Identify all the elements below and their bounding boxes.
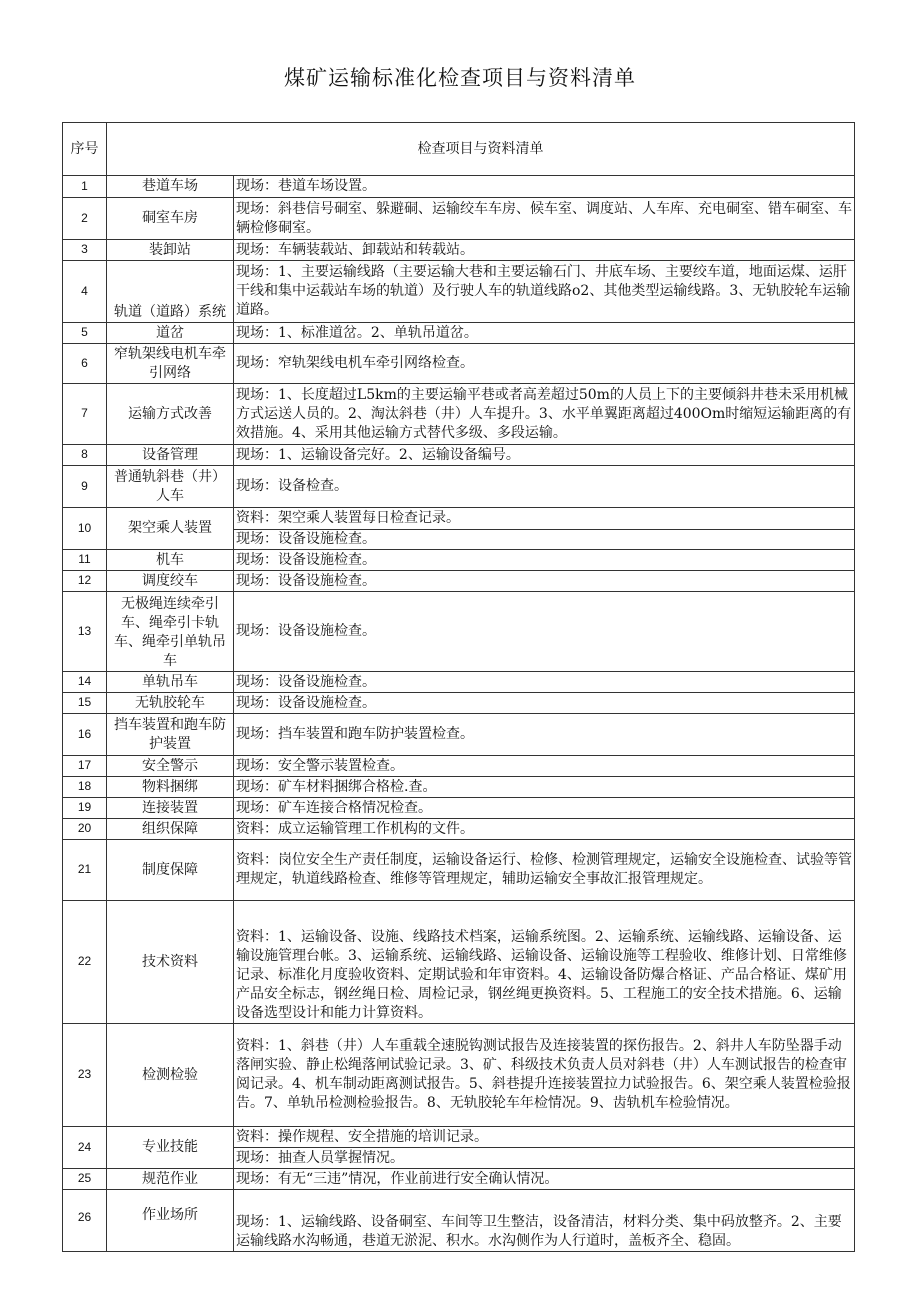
item-name: 作业场所 [107,1190,234,1252]
item-name: 窄轨架线电机车牵引网络 [107,344,234,384]
item-name: 轨道（道路）系统 [107,261,234,323]
item-content: 现场：1、主要运输线路（主要运输大巷和主要运输石门、井底车场、主要绞车道，地面运煤、运肝干线和集中运载站车场的轨道）及行驶人车的轨道线路o2、其他类型运输线路。3、无轨胶轮车运输道路。 [234,261,855,323]
item-content: 资料：架空乘人装置每日检查记录。 [234,508,855,530]
row-number: 7 [63,384,107,445]
item-name: 规范作业 [107,1169,234,1190]
row-number: 18 [63,777,107,798]
row-number: 4 [63,261,107,323]
item-name: 无极绳连续牵引车、绳牵引卡轨车、绳牵引单轨吊车 [107,592,234,672]
item-name: 检测检验 [107,1024,234,1127]
page-title: 煤矿运输标准化检查项目与资料清单 [284,66,636,90]
item-content: 现场：1、运输设备完好。2、运输设备编号。 [234,445,855,466]
item-content: 资料：1、斜巷（井）人车重载全速脱钩测试报告及连接装置的探伤报告。2、斜井人车防坠器手动落闸实验、静止松绳落闸试验记录。3、矿、科级技术负责人员对斜巷（井）人车测试报告的检查审阅记录。4、机车制动距离测试报告。5、斜巷提升连接装置拉力试验报告。6、架空乘人装置检验报告。7、单轨吊检测检验报告。8、无轨胶轮车年检情况。9、齿轨机车检验情况。 [234,1024,855,1127]
item-content: 现场：窄轨架线电机车牵引网络检查。 [234,344,855,384]
table-row [63,1190,855,1252]
table-row [63,840,855,901]
item-name: 调度绞车 [107,571,234,592]
item-name: 普通轨斜巷（井）人车 [107,466,234,508]
item-name: 无轨胶轮车 [107,693,234,714]
table-row [63,198,855,240]
row-number: 10 [63,508,107,550]
row-number: 12 [63,571,107,592]
item-content: 现场：设备设施检查。 [234,592,855,672]
item-content: 现场：1、运输线路、设备硐室、车间等卫生整洁，设备清洁，材料分类、集中码放整齐。2、主要运输线路水沟畅通，巷道无淤泥、积水。水沟侧作为人行道时，盖板齐全、稳固。 [234,1190,855,1252]
row-number: 5 [63,323,107,344]
item-name: 单轨吊车 [107,672,234,693]
item-name: 连接装置 [107,798,234,819]
table-row [63,571,855,592]
table-row [63,592,855,672]
item-name: 组织保障 [107,819,234,840]
item-name: 机车 [107,550,234,571]
table-row [63,714,855,756]
item-content: 资料：1、运输设备、设施、线路技术档案，运输系统图。2、运输系统、运输线路、运输设备、运输设施管理台帐。3、运输系统、运输线路、运输设备、运输设施等工程验收、维修计划、日常维修记录、标准化月度验收资料、定期试验和年审资料。4、运输设备防爆合格证、产品合格证、煤矿用产品安全标志，钢丝绳日检、周检记录，钢丝绳更换资料。5、工程施工的安全技术措施。6、运输设备选型设计和能力计算资料。 [234,901,855,1024]
table-row [63,508,855,530]
table-row [63,1024,855,1127]
item-content: 现场：车辆装载站、卸载站和转载站。 [234,240,855,261]
row-number: 25 [63,1169,107,1190]
table-row [63,819,855,840]
item-content: 现场：设备检查。 [234,466,855,508]
row-number: 16 [63,714,107,756]
item-name: 架空乘人装置 [107,508,234,550]
row-number: 23 [63,1024,107,1127]
table-row [63,323,855,344]
row-number: 15 [63,693,107,714]
table-row [63,466,855,508]
row-number: 26 [63,1190,107,1252]
row-number: 17 [63,756,107,777]
item-content: 现场：矿车材料捆绑合格检.查。 [234,777,855,798]
header-row [63,123,855,176]
table-row [63,384,855,445]
item-name: 道岔 [107,323,234,344]
item-content: 现场：设备设施检查。 [234,530,855,550]
table-row [63,798,855,819]
table-row [63,1127,855,1148]
item-name: 物料捆绑 [107,777,234,798]
item-name: 技术资料 [107,901,234,1024]
item-content: 现场：巷道车场设置。 [234,176,855,198]
item-content: 现场：斜巷信号硐室、躲避硐、运输绞车车房、候车室、调度站、人车库、充电硐室、错车硐室、车辆检修硐室。 [234,198,855,240]
table-row [63,261,855,323]
row-number: 24 [63,1127,107,1169]
item-content: 现场：设备设施检查。 [234,693,855,714]
item-name: 制度保障 [107,840,234,901]
item-content: 现场：设备设施检查。 [234,672,855,693]
header-number: 序号 [63,123,107,176]
item-name: 安全警示 [107,756,234,777]
row-number: 8 [63,445,107,466]
item-content: 现场：1、长度超过L5km的主要运输平巷或者高差超过50m的人员上下的主要倾斜井巷未采用机械方式运送人员的。2、淘汰斜巷（井）人车提升。3、水平单翼距离超过400Om时缩短运输距离的有效措施。4、采用其他运输方式替代多级、多段运输。 [234,384,855,445]
item-content: 资料：成立运输管理工作机构的文件。 [234,819,855,840]
item-content: 现场：有无“三违”情况，作业前进行安全确认情况。 [234,1169,855,1190]
item-name: 挡车装置和跑车防护装置 [107,714,234,756]
item-content: 现场：设备设施检查。 [234,571,855,592]
item-content: 现场：1、标准道岔。2、单轨吊道岔。 [234,323,855,344]
table-row [63,693,855,714]
item-name: 装卸站 [107,240,234,261]
row-number: 2 [63,198,107,240]
item-content: 现场：设备设施检查。 [234,550,855,571]
row-number: 19 [63,798,107,819]
table-row [63,176,855,198]
item-content: 现场：安全警示装置检查。 [234,756,855,777]
item-name: 设备管理 [107,445,234,466]
row-number: 21 [63,840,107,901]
row-number: 3 [63,240,107,261]
row-number: 14 [63,672,107,693]
table-row [63,672,855,693]
row-number: 22 [63,901,107,1024]
row-number: 1 [63,176,107,198]
header-items: 检查项目与资料清单 [107,123,855,176]
table-row [63,344,855,384]
table-row [63,756,855,777]
table-row [63,240,855,261]
row-number: 20 [63,819,107,840]
table-row [63,445,855,466]
item-content: 资料：岗位安全生产责任制度，运输设备运行、检修、检测管理规定，运输安全设施检查、试验等管理规定，轨道线路检查、维修等管理规定，辅助运输安全事故汇报管理规定。 [234,840,855,901]
item-name: 运输方式改善 [107,384,234,445]
row-number: 13 [63,592,107,672]
table-row [63,1169,855,1190]
item-content: 现场：挡车装置和跑车防护装置检查。 [234,714,855,756]
table-row [63,550,855,571]
checklist-table [62,122,855,1252]
row-number: 6 [63,344,107,384]
item-content: 现场：矿车连接合格情况检查。 [234,798,855,819]
table-row [63,777,855,798]
item-content: 资料：操作规程、安全措施的培训记录。 [234,1127,855,1148]
item-name: 硐室车房 [107,198,234,240]
row-number: 11 [63,550,107,571]
item-name: 巷道车场 [107,176,234,198]
item-name: 专业技能 [107,1127,234,1169]
row-number: 9 [63,466,107,508]
item-content: 现场：抽查人员掌握情况。 [234,1148,855,1169]
table-row [63,901,855,1024]
